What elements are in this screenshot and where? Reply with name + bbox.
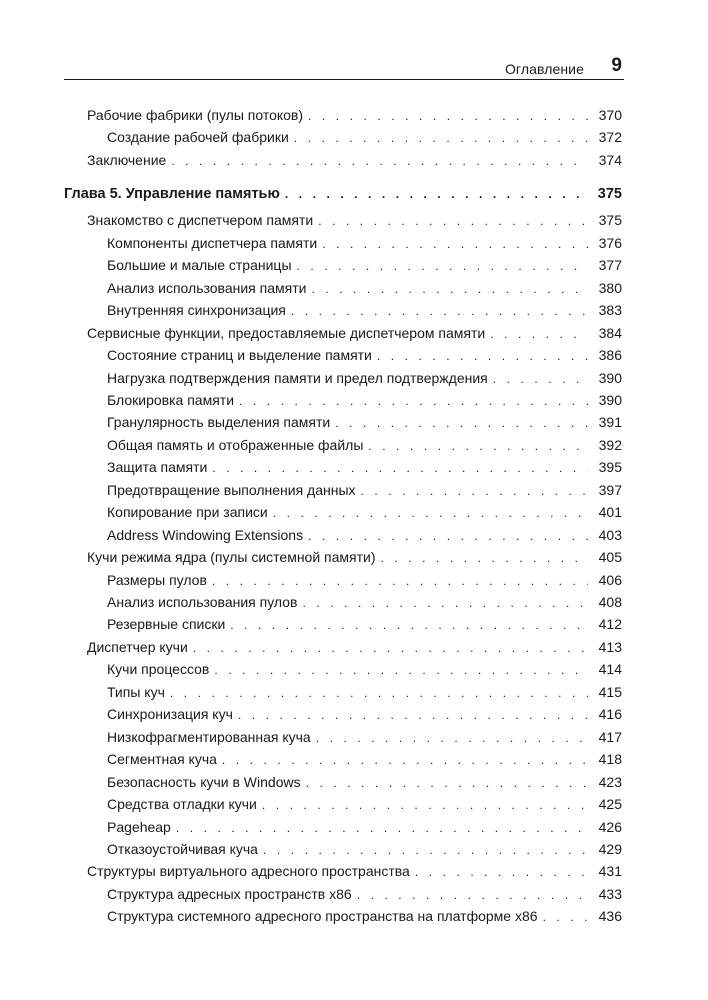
toc-leader-dots xyxy=(318,212,588,230)
toc-entry-page: 416 xyxy=(598,706,622,723)
toc-entry-page: 377 xyxy=(598,257,622,274)
toc-subsection-entry xyxy=(107,301,622,319)
toc-leader-dots xyxy=(212,572,588,590)
toc-entry-page: 401 xyxy=(598,504,622,521)
toc-entry-title: Большие и малые страницы xyxy=(107,257,292,274)
toc-leader-dots xyxy=(381,549,588,567)
toc-leader-dots xyxy=(311,280,588,298)
toc-entry-page: 417 xyxy=(598,728,622,745)
toc-leader-dots xyxy=(214,661,588,679)
toc-leader-dots xyxy=(306,774,588,792)
toc-subsection-entry xyxy=(107,728,622,746)
toc-subsection-entry xyxy=(107,369,622,387)
toc-entry-page: 426 xyxy=(598,818,622,835)
toc-section-entry xyxy=(87,638,622,656)
toc-leader-dots xyxy=(490,325,588,343)
toc-entry-title: Address Windowing Extensions xyxy=(107,526,304,543)
toc-entry-page: 375 xyxy=(598,212,622,229)
toc-leader-dots xyxy=(322,235,588,253)
toc-entry-page: 386 xyxy=(598,347,622,364)
toc-entry-page: 380 xyxy=(598,279,622,296)
toc-entry-title: Размеры пулов xyxy=(107,571,207,588)
toc-section-entry xyxy=(87,151,622,169)
toc-entry-title: Безопасность кучи в Windows xyxy=(107,773,301,790)
toc-entry-title: Отказоустойчивая куча xyxy=(107,840,258,857)
toc-entry-page: 392 xyxy=(598,436,622,453)
toc-section-entry xyxy=(87,106,622,124)
toc-chapter-entry xyxy=(64,185,622,203)
toc-entry-page: 406 xyxy=(598,571,622,588)
toc-entry-title: Структура системного адресного пространства на платформе x86 xyxy=(107,908,538,925)
header-rule xyxy=(64,79,624,80)
toc-entry-page: 391 xyxy=(598,414,622,431)
toc-entry-page: 415 xyxy=(598,683,622,700)
toc-entry-page: 395 xyxy=(598,459,622,476)
toc-leader-dots xyxy=(316,729,588,747)
toc-entry-page: 370 xyxy=(598,107,622,123)
running-header xyxy=(64,55,624,77)
toc-subsection-entry xyxy=(107,413,622,431)
toc-entry-title: Структуры виртуального адресного пространства xyxy=(87,863,410,880)
toc-entry-title: Анализ использования памяти xyxy=(107,279,307,296)
toc-leader-dots xyxy=(297,257,588,275)
toc-entry-page: 390 xyxy=(598,391,622,408)
page-number: 9 xyxy=(611,55,622,76)
toc-entry-title: Анализ использования пулов xyxy=(107,594,298,610)
toc-entry-page: 397 xyxy=(598,481,622,498)
toc-entry-title: Кучи процессов xyxy=(107,661,210,678)
toc-entry-page: 372 xyxy=(598,129,622,146)
toc-subsection-entry xyxy=(107,750,622,768)
toc-leader-dots xyxy=(239,392,588,410)
toc-entry-page: 383 xyxy=(598,302,622,319)
toc-subsection-entry xyxy=(107,571,622,589)
toc-entry-title: Средства отладки кучи xyxy=(107,796,257,813)
toc-entry-title: Копирование при записи xyxy=(107,504,268,521)
toc-subsection-entry xyxy=(107,660,622,678)
toc-entry-page: 413 xyxy=(598,638,622,655)
toc-subsection-entry xyxy=(107,593,622,611)
toc-entry-page: 429 xyxy=(598,840,622,857)
toc-leader-dots xyxy=(543,908,588,926)
toc-entry-title: Общая память и отображенные файлы xyxy=(107,436,364,453)
toc-subsection-entry xyxy=(107,705,622,723)
toc-leader-dots xyxy=(171,152,588,170)
toc-entry-title: Внутренняя синхронизация xyxy=(107,302,286,319)
toc-entry-title: Создание рабочей фабрики xyxy=(107,129,289,146)
toc-subsection-entry xyxy=(107,234,622,252)
toc-entry-page: 436 xyxy=(598,908,622,925)
toc-subsection-entry xyxy=(107,615,622,633)
toc-leader-dots xyxy=(361,482,588,500)
toc-entry-title: Структура адресных пространств x86 xyxy=(107,885,352,902)
toc-entry-title: Резервные списки xyxy=(107,616,226,633)
toc-section-entry xyxy=(87,548,622,566)
toc-leader-dots xyxy=(368,437,588,455)
toc-entry-title: Pageheap xyxy=(107,818,171,835)
toc-subsection-entry xyxy=(107,885,622,903)
toc-entry-title: Знакомство с диспетчером памяти xyxy=(87,212,314,229)
toc-entry-title: Компоненты диспетчера памяти xyxy=(107,234,318,251)
toc-leader-dots xyxy=(170,684,588,702)
toc-entry-page: 390 xyxy=(598,369,622,386)
toc-section-entry xyxy=(87,211,622,229)
toc-subsection-entry xyxy=(107,818,622,836)
toc-leader-dots xyxy=(285,185,588,203)
toc-subsection-entry xyxy=(107,503,622,521)
toc-entry-title: Рабочие фабрики (пулы потоков) xyxy=(87,107,304,123)
toc-leader-dots xyxy=(308,107,588,125)
toc-entry-title: Заключение xyxy=(87,151,167,168)
toc-subsection-entry xyxy=(107,683,622,701)
toc-entry-page: 405 xyxy=(598,549,622,566)
toc-entry-page: 384 xyxy=(598,324,622,341)
toc-entry-page: 375 xyxy=(597,186,622,203)
toc-entry-page: 403 xyxy=(598,526,622,543)
toc-leader-dots xyxy=(335,414,588,432)
toc-entry-page: 408 xyxy=(598,594,622,610)
toc-leader-dots xyxy=(193,639,588,657)
toc-leader-dots xyxy=(302,594,588,612)
toc-subsection-entry xyxy=(107,907,622,925)
toc-leader-dots xyxy=(262,796,588,814)
toc-entry-page: 412 xyxy=(598,616,622,633)
toc-leader-dots xyxy=(212,459,588,477)
toc-leader-dots xyxy=(273,504,588,522)
toc-entry-title: Состояние страниц и выделение памяти xyxy=(107,347,372,364)
toc-leader-dots xyxy=(263,841,588,859)
toc-subsection-entry xyxy=(107,481,622,499)
toc-leader-dots xyxy=(415,863,588,881)
toc-entry-title: Нагрузка подтверждения памяти и предел подтверждения xyxy=(107,369,488,386)
toc-entry-title: Типы куч xyxy=(107,683,165,700)
toc-section-entry xyxy=(87,324,622,342)
toc-entry-title: Гранулярность выделения памяти xyxy=(107,414,331,431)
toc-leader-dots xyxy=(294,129,588,147)
toc-leader-dots xyxy=(377,347,588,365)
toc-subsection-entry xyxy=(107,773,622,791)
toc-entry-title: Сервисные функции, предоставляемые диспетчером памяти xyxy=(87,324,486,341)
toc-entry-page: 418 xyxy=(598,751,622,768)
toc-subsection-entry xyxy=(107,128,622,146)
toc-entry-title: Сегментная куча xyxy=(107,751,217,768)
toc-entry-page: 433 xyxy=(598,885,622,902)
toc-subsection-entry xyxy=(107,256,622,274)
running-header-title: Оглавление xyxy=(504,61,584,77)
toc-entry-title: Защита памяти xyxy=(107,459,208,476)
toc-entry-title: Синхронизация куч xyxy=(107,706,233,723)
toc-entry-page: 414 xyxy=(598,661,622,678)
toc-entry-title: Глава 5. Управление памятью xyxy=(64,186,280,203)
toc-subsection-entry xyxy=(107,458,622,476)
toc-leader-dots xyxy=(493,370,588,388)
toc-leader-dots xyxy=(176,819,588,837)
toc-subsection-entry xyxy=(107,346,622,364)
toc-leader-dots xyxy=(230,616,588,634)
toc-leader-dots xyxy=(308,527,588,545)
toc-leader-dots xyxy=(238,706,588,724)
toc-subsection-entry xyxy=(107,795,622,813)
toc-entry-title: Кучи режима ядра (пулы системной памяти) xyxy=(87,549,376,566)
toc-entry-page: 431 xyxy=(598,863,622,880)
toc-entry-title: Предотвращение выполнения данных xyxy=(107,481,356,498)
toc-entry-title: Низкофрагментированная куча xyxy=(107,728,311,745)
toc-subsection-entry xyxy=(107,840,622,858)
toc-entry-page: 423 xyxy=(598,773,622,790)
toc-leader-dots xyxy=(222,751,588,769)
toc-entry-page: 374 xyxy=(598,151,622,168)
toc-entry-title: Блокировка памяти xyxy=(107,391,235,408)
toc-subsection-entry xyxy=(107,436,622,454)
toc-leader-dots xyxy=(291,302,588,320)
toc-leader-dots xyxy=(357,886,588,904)
toc-entry-page: 425 xyxy=(598,796,622,813)
toc-subsection-entry xyxy=(107,279,622,297)
toc-section-entry xyxy=(87,862,622,880)
toc-entry-title: Диспетчер кучи xyxy=(87,638,188,655)
toc-subsection-entry xyxy=(107,391,622,409)
toc-subsection-entry xyxy=(107,526,622,544)
toc-entry-page: 376 xyxy=(598,234,622,251)
